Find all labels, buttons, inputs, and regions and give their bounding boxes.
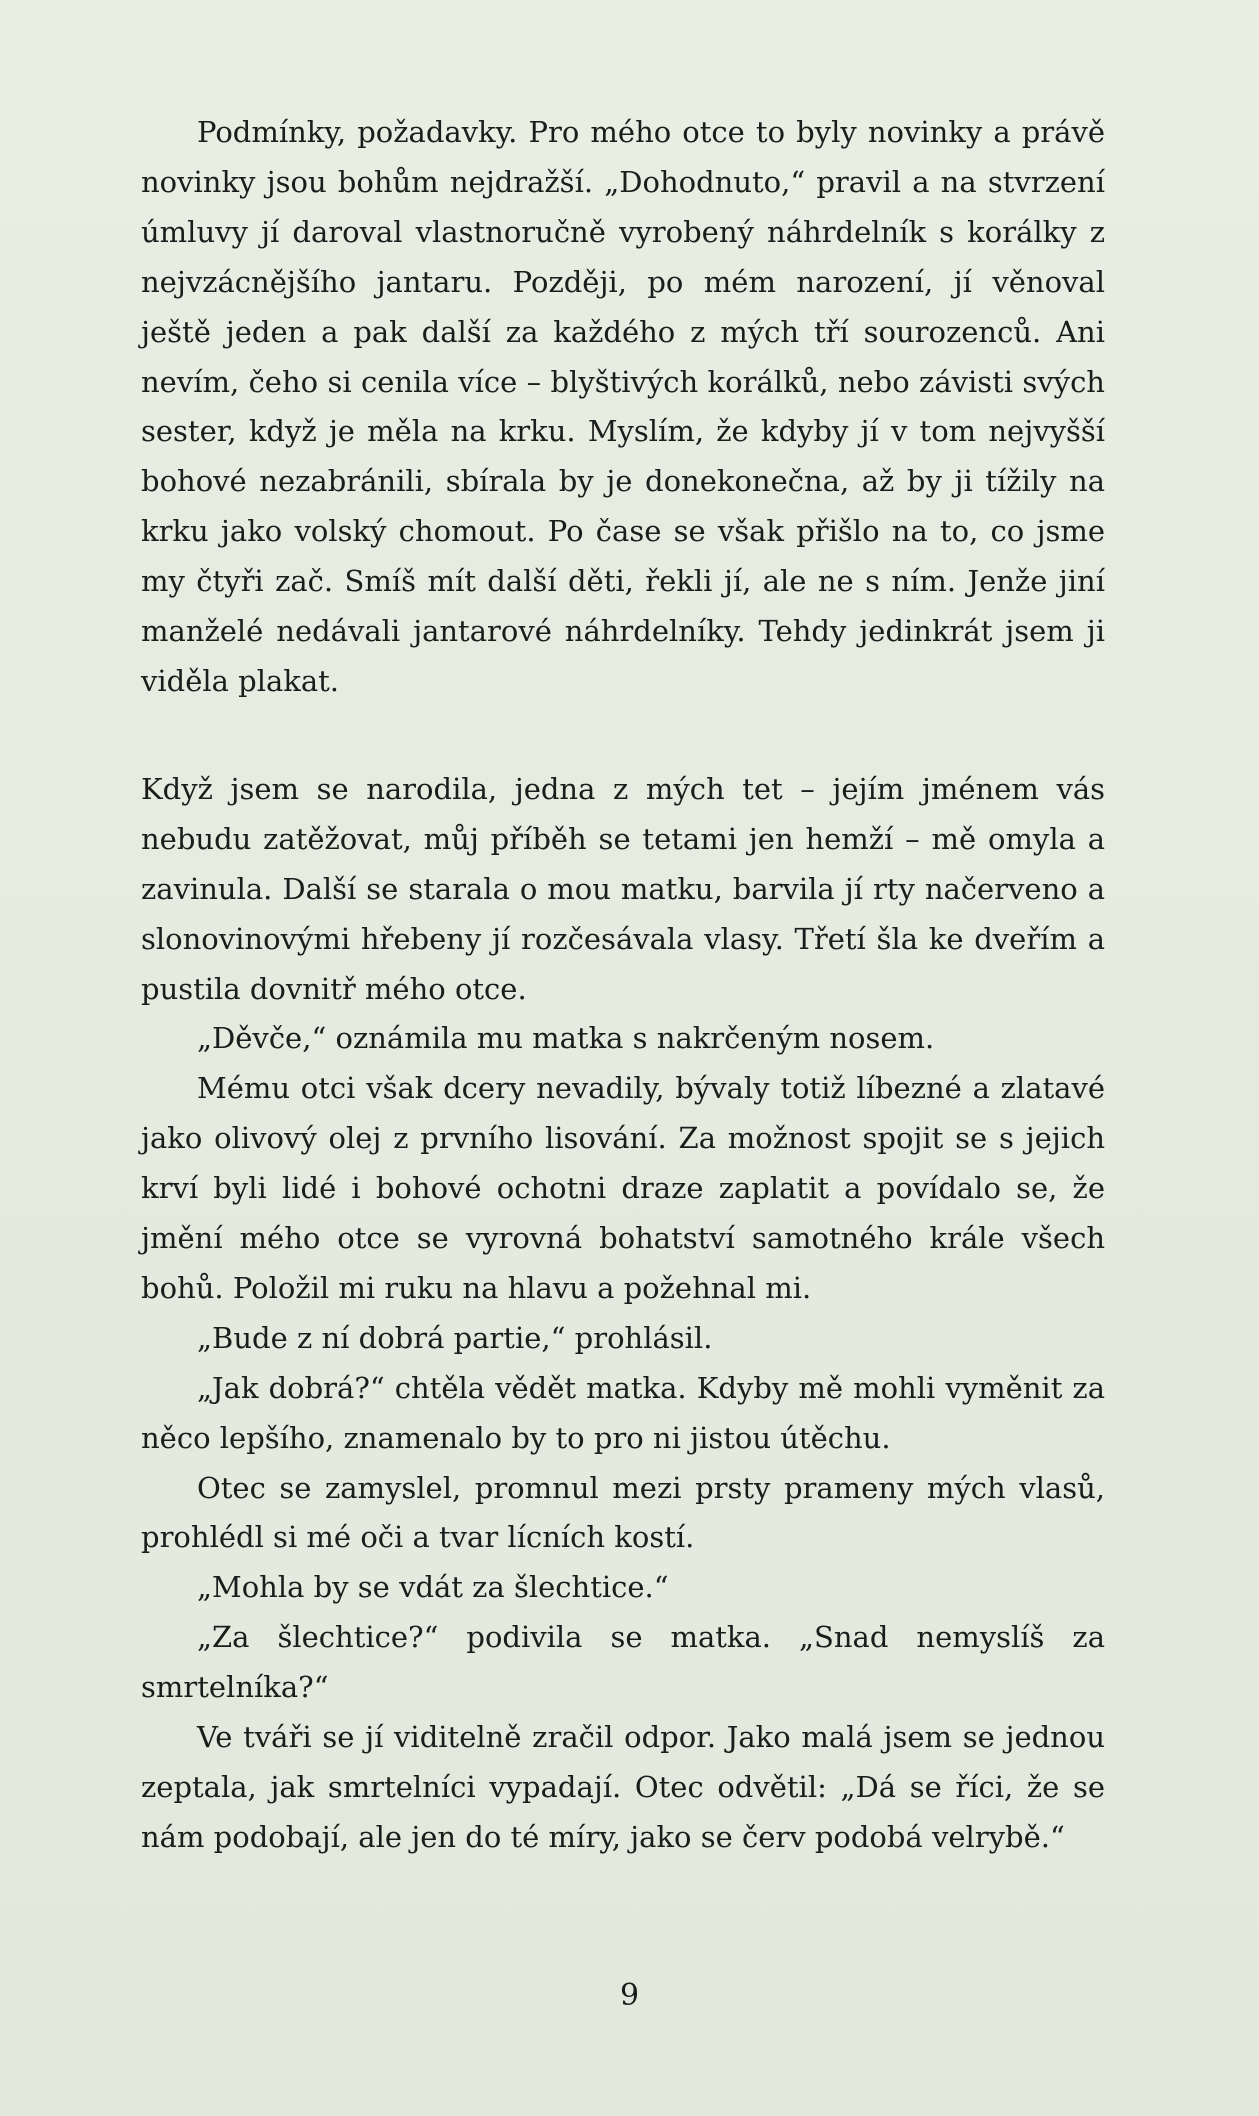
paragraph: Podmínky, požadavky. Pro mého otce to byly novinky a právě novinky jsou bohům nejdražší. „Dohodnuto,“ pravil a na stvrzení úmluvy jí daroval vlastnoručně vyrobený náhrdelník s korálky z nejvzácnějšího jantaru. Později, po mém narození, jí věnoval ještě jeden a pak další za každého z mých tří sourozenců. Ani nevím, čeho si cenila více – blyštivých korálků, nebo závisti svých sester, když je měla na krku. Myslím, že kdyby jí v tom nejvyšší bohové nezabránili, sbírala by je donekonečna, až by ji tížily na krku jako volský chomout. Po čase se však přišlo na to, co jsme my čtyři zač. Smíš mít další děti, řekli jí, ale ne s ním. Jenže jiní manželé nedávali jantarové náhrdelníky. Tehdy jedinkrát jsem ji viděla plakat. <box>141 115 1105 698</box>
paragraph: „Mohla by se vdát za šlechtice.“ <box>197 1570 669 1605</box>
page-number: 9 <box>619 1978 640 2013</box>
paragraph: „Děvče,“ oznámila mu matka s nakrčeným nosem. <box>197 1021 935 1056</box>
paragraph: Ve tváři se jí viditelně zračil odpor. Jako malá jsem se jednou zeptala, jak smrtelníci vypadají. Otec odvětil: „Dá se říci, že se nám podobají, ale jen do té míry, jako se červ podobá velrybě.“ <box>141 1720 1105 1854</box>
paragraph: Mému otci však dcery nevadily, bývaly totiž líbezné a zlatavé jako olivový olej z prvního lisování. Za možnost spojit se s jejich krví byli lidé i bohové ochotni draze zaplatit a povídalo se, že jmění mého otce se vyrovná bohatství samotného krále všech bohů. Položil mi ruku na hlavu a požehnal mi. <box>141 1071 1105 1305</box>
paragraph: Když jsem se narodila, jedna z mých tet – jejím jménem vás nebudu zatěžovat, můj příběh se tetami jen hemží – mě omyla a zavinula. Další se starala o mou matku, barvila jí rty načerveno a slonovinovými hřebeny jí rozčesávala vlasy. Třetí šla ke dveřím a pustila dovnitř mého otce. <box>141 771 1105 1006</box>
body-text <box>141 108 1105 1863</box>
paragraph: „Jak dobrá?“ chtěla vědět matka. Kdyby mě mohli vyměnit za něco lepšího, znamenalo by to pro ni jistou útěchu. <box>141 1370 1105 1455</box>
paragraph: „Za šlechtice?“ podivila se matka. „Snad nemyslíš za smrtelníka?“ <box>141 1620 1105 1705</box>
paragraph: „Bude z ní dobrá partie,“ prohlásil. <box>197 1320 713 1355</box>
section-break <box>141 707 1105 765</box>
paragraph: Otec se zamyslel, promnul mezi prsty prameny mých vlasů, prohlédl si mé oči a tvar lícních kostí. <box>141 1470 1105 1555</box>
